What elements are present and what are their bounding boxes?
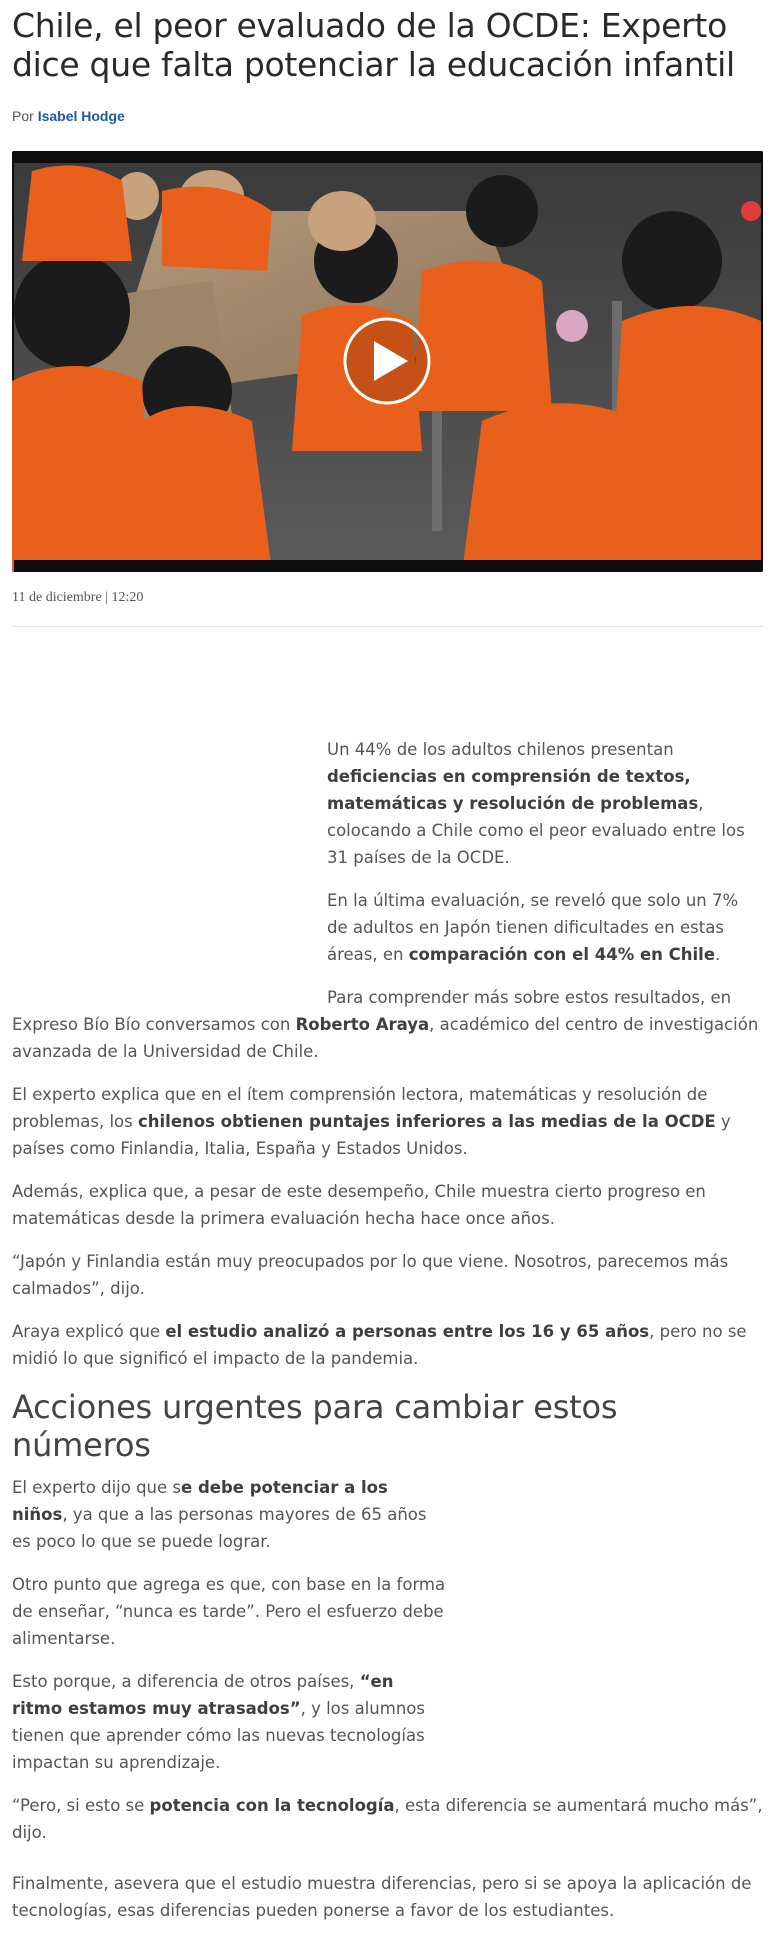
play-icon[interactable] — [345, 319, 429, 403]
section-heading: Acciones urgentes para cambiar estos números — [12, 1388, 618, 1464]
byline — [12, 108, 125, 124]
paragraph: El experto explica que en el ítem comprensión lectora, matemáticas y resolución de problemas, los chilenos obtienen puntajes inferiores a las medias de la OCDE y países como Finlandia, Italia, España y Estados Unidos. — [12, 1085, 731, 1158]
paragraph: “Japón y Finlandia están muy preocupados por lo que viene. Nosotros, parecemos más calmados”, dijo. — [12, 1252, 729, 1298]
article-body — [12, 736, 763, 1940]
video-player[interactable] — [12, 151, 763, 572]
byline-prefix: Por — [12, 108, 34, 124]
paragraph: Otro punto que agrega es que, con base en la forma de enseñar, “nunca es tarde”. Pero el esfuerzo debe alimentarse. — [12, 1575, 446, 1648]
paragraph: Además, explica que, a pesar de este desempeño, Chile muestra cierto progreso en matemáticas desde la primera evaluación hecha hace once años. — [12, 1182, 706, 1228]
video-thumbnail — [12, 151, 763, 572]
ad-slot-right — [448, 1474, 763, 1764]
paragraph: Araya explicó que el estudio analizó a personas entre los 16 y 65 años, pero no se midió lo que significó el impacto de la pandemia. — [12, 1322, 747, 1368]
paragraph: Esto porque, a diferencia de otros países, “en ritmo estamos muy atrasados”, y los alumnos tienen que aprender cómo las nuevas tecnologías impactan su aprendizaje. — [12, 1672, 425, 1772]
divider — [12, 626, 763, 627]
paragraph: Un 44% de los adultos chilenos presentan deficiencias en comprensión de textos, matemáticas y resolución de problemas, colocando a Chile como el peor evaluado entre los 31 países de la OCDE. — [327, 740, 745, 867]
ad-slot-left — [12, 736, 327, 986]
paragraph: En la última evaluación, se reveló que solo un 7% de adultos en Japón tienen dificultades en estas áreas, en comparación con el 44% en Chile. — [327, 891, 739, 964]
author-link[interactable]: Isabel Hodge — [37, 108, 125, 124]
paragraph: Finalmente, asevera que el estudio muestra diferencias, pero si se apoya la aplicación de tecnologías, esas diferencias pueden ponerse a favor de los estudiantes. — [12, 1874, 752, 1920]
article-title: Chile, el peor evaluado de la OCDE: Experto dice que falta potenciar la educación infantil — [12, 6, 735, 84]
paragraph: El experto dijo que se debe potenciar a los niños, ya que a las personas mayores de 65 años es poco lo que se puede lograr. — [12, 1478, 427, 1551]
publish-date: 11 de diciembre | 12:20 — [12, 590, 144, 605]
paragraph: “Pero, si esto se potencia con la tecnología, esta diferencia se aumentará mucho más”, dijo. — [12, 1796, 763, 1842]
paragraph: Para comprender más sobre estos resultados, en Expreso Bío Bío conversamos con Roberto Araya, académico del centro de investigación avanzada de la Universidad de Chile. — [12, 988, 759, 1061]
